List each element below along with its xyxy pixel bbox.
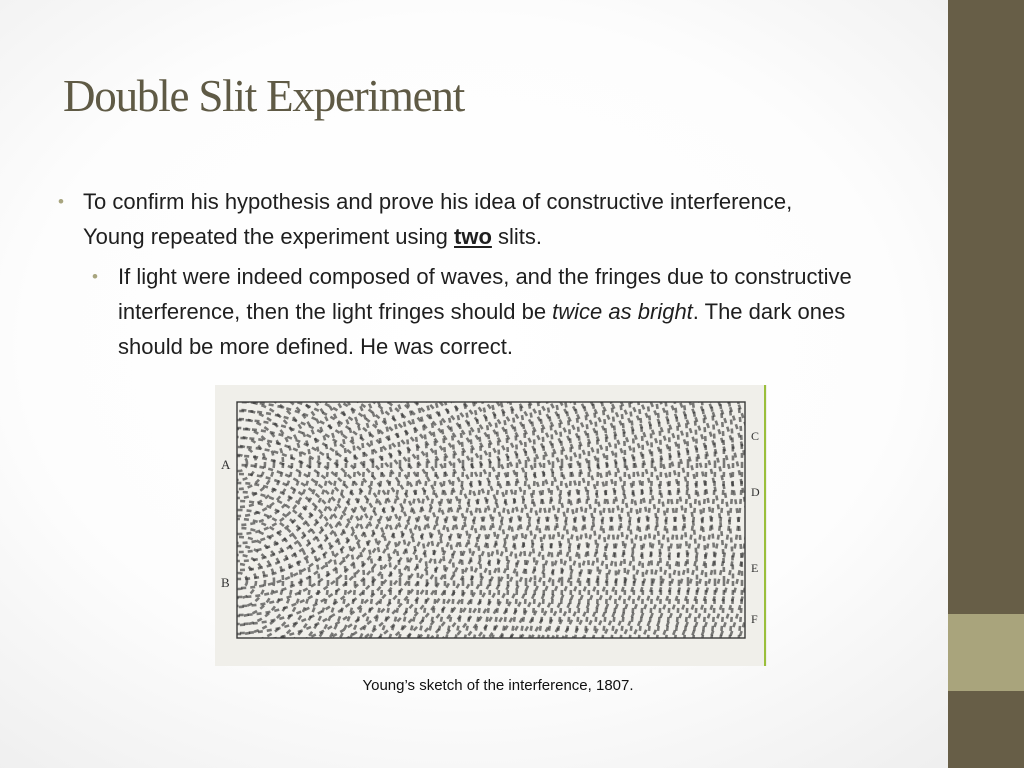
sub-bullet-marker-icon: • xyxy=(92,267,98,286)
bullet-marker-icon: • xyxy=(58,192,64,211)
screen-label-e: E xyxy=(751,561,759,575)
slide-title: Double Slit Experiment xyxy=(63,71,465,121)
screen-label-f: F xyxy=(751,612,758,626)
sidebar-accent-middle xyxy=(948,614,1024,691)
sidebar-accent-top xyxy=(948,0,1024,614)
interference-sketch xyxy=(215,385,767,666)
bullet-1-emphasis: two xyxy=(454,224,492,249)
bullet-1-text-a: To confirm his hypothesis and prove his idea of constructive interference, Young repeated the experiment using xyxy=(83,189,793,249)
screen-label-c: C xyxy=(751,429,760,443)
bullet-level-1 xyxy=(83,184,843,254)
bullet-2-text-b: . The dark ones should be more defined. He was correct. xyxy=(118,299,846,359)
source-label-b: B xyxy=(221,575,230,590)
bullet-2-text-a: If light were indeed composed of waves, and the fringes due to constructive interference, then the light fringes should be xyxy=(118,264,852,324)
bullet-1-text-b: slits. xyxy=(491,224,543,249)
source-label-a: A xyxy=(221,457,231,472)
figure-caption: Young’s sketch of the interference, 1807. xyxy=(362,677,634,694)
sidebar-accent-bottom xyxy=(948,691,1024,768)
screen-label-d: D xyxy=(751,485,760,499)
bullet-level-2 xyxy=(118,259,898,364)
bullet-2-italic: twice as bright xyxy=(552,299,693,324)
interference-drawing xyxy=(215,385,767,666)
